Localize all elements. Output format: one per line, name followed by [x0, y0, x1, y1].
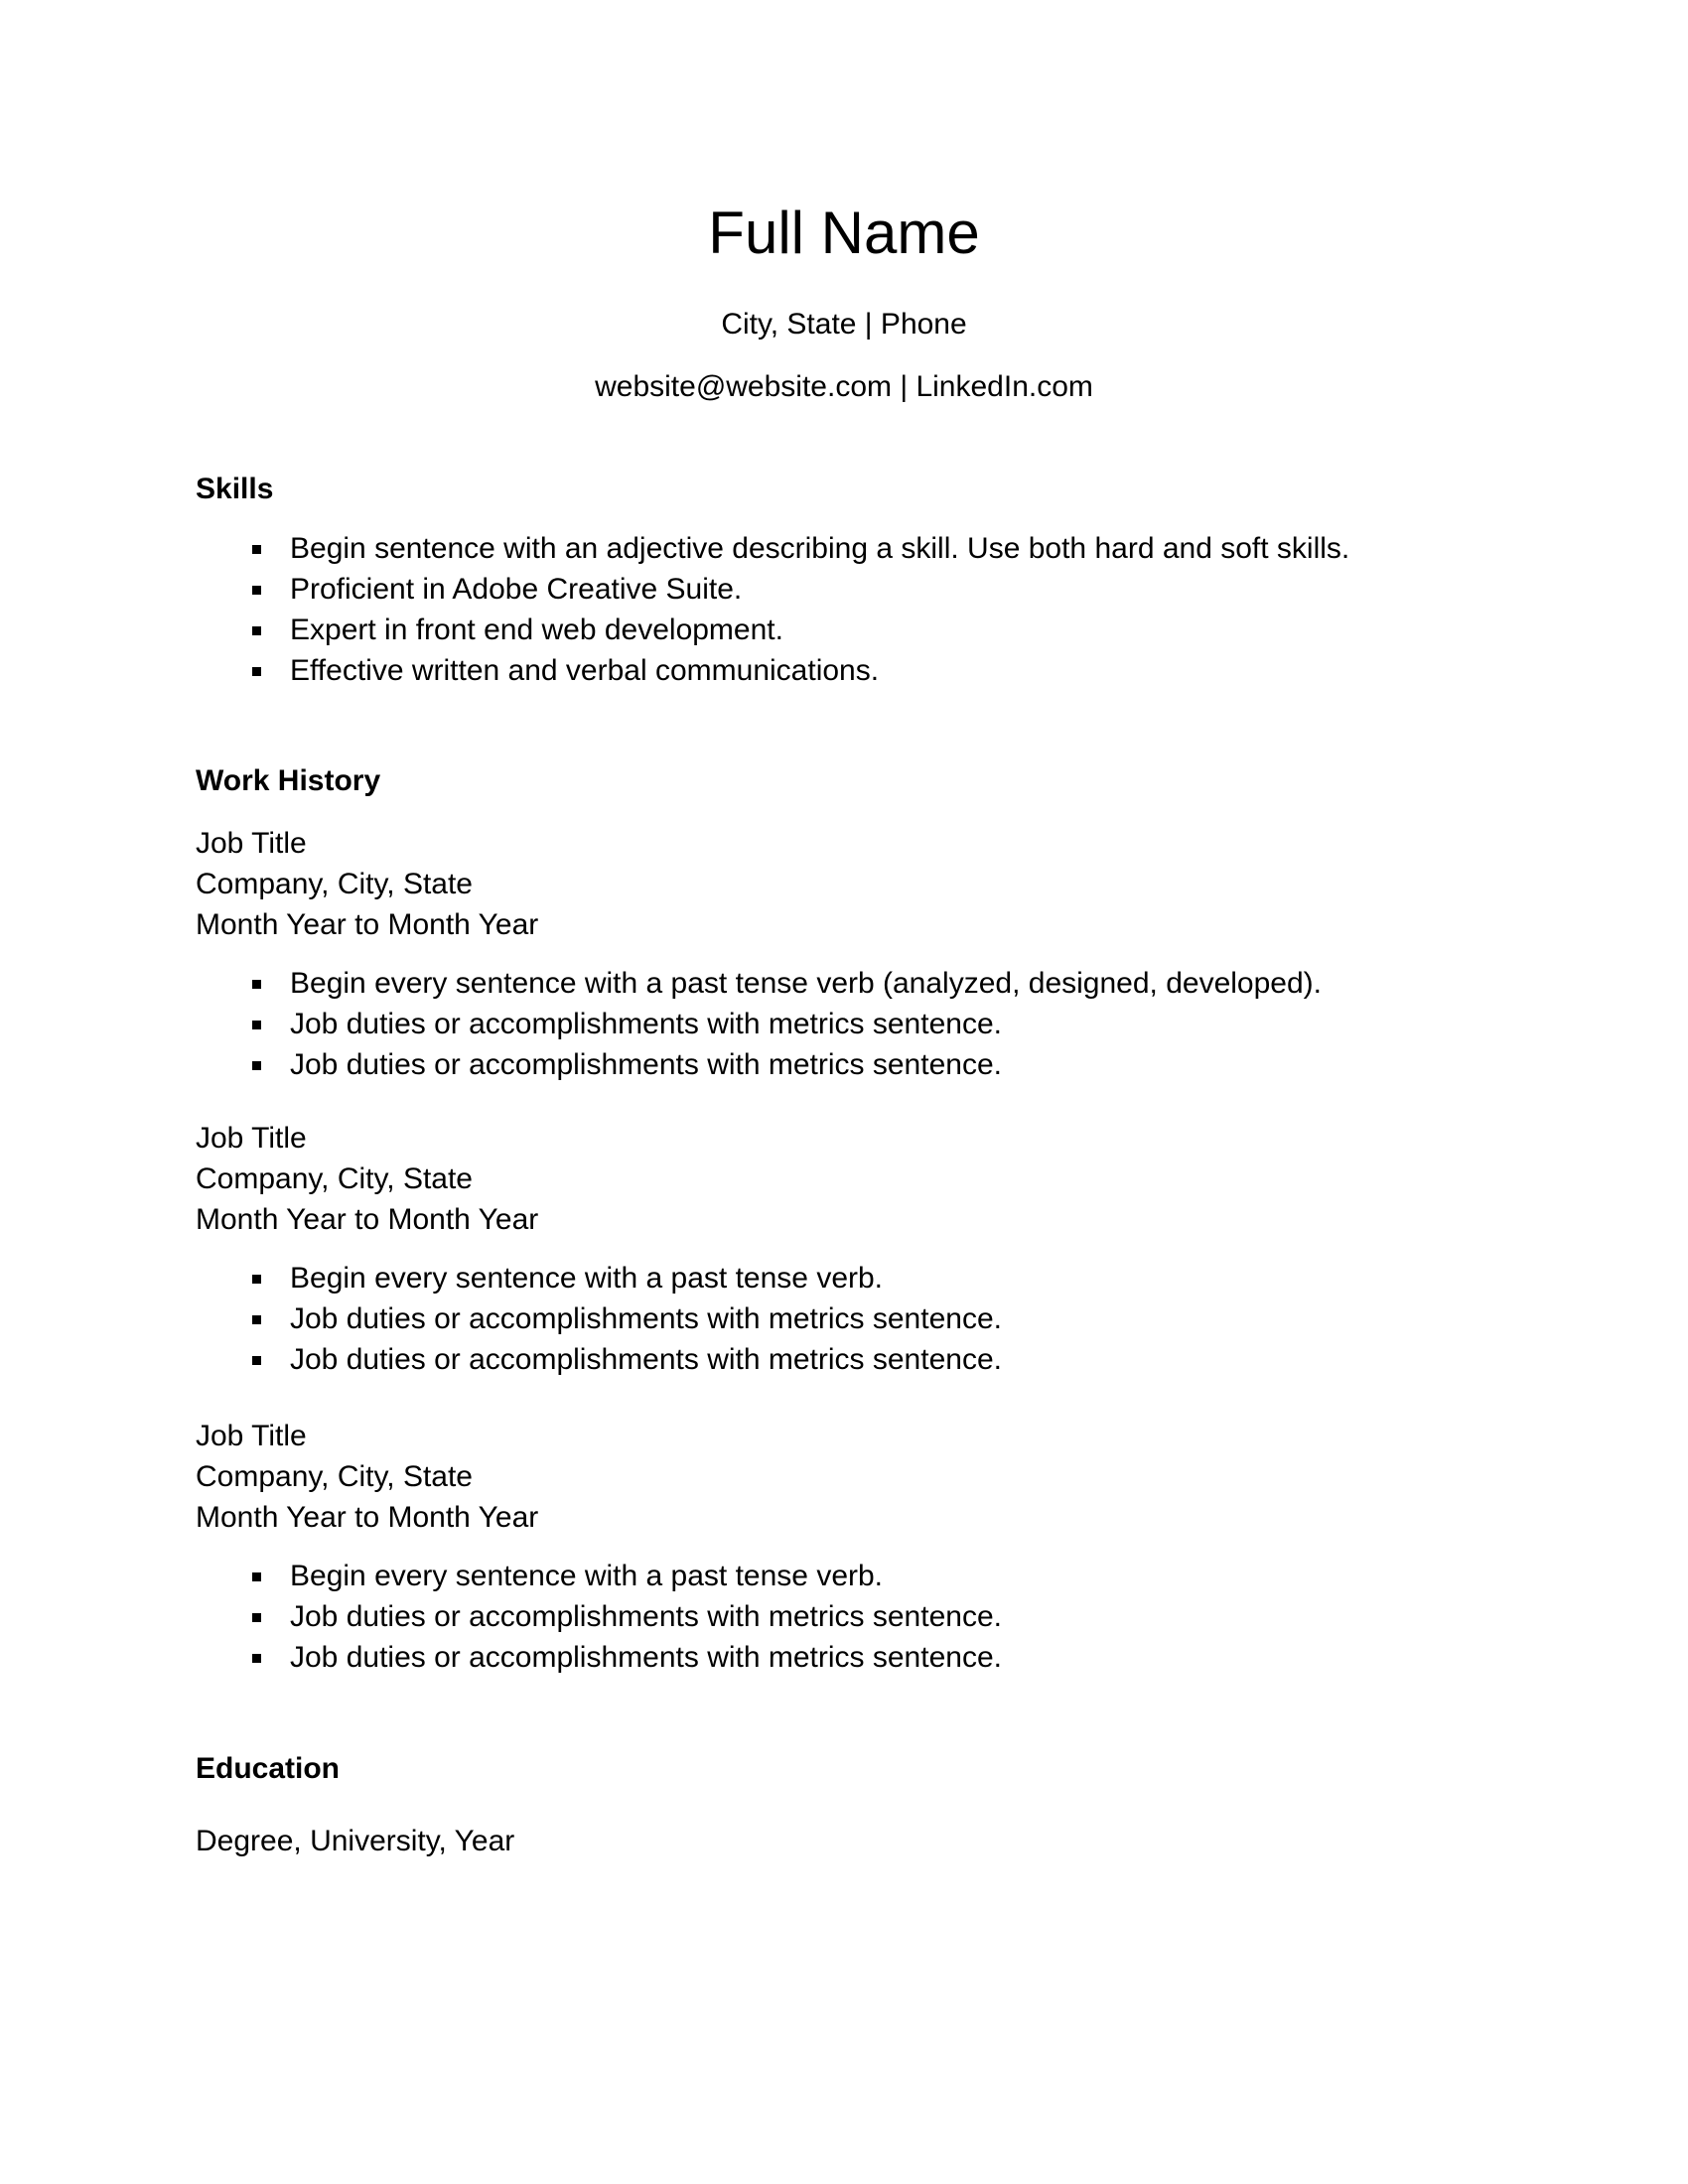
job-bullet [196, 1637, 1688, 1678]
job-entry [0, 823, 1688, 1085]
job-bullet-list [0, 1556, 1688, 1678]
job-bullet-text: Job duties or accomplishments with metrics sentence. [290, 1641, 1002, 1674]
skill-item-text: Proficient in Adobe Creative Suite. [290, 573, 743, 606]
job-company: Company, City, State [196, 1460, 473, 1493]
bullet-square-icon [252, 1061, 261, 1070]
job-bullet [196, 1339, 1688, 1380]
job-company: Company, City, State [196, 868, 473, 900]
bullet-square-icon [252, 1613, 261, 1622]
skill-item [196, 569, 1688, 610]
job-title: Job Title [196, 827, 307, 860]
job-bullet-text: Begin every sentence with a past tense verb (analyzed, designed, developed). [290, 967, 1322, 1000]
job-bullet [196, 1258, 1688, 1298]
job-bullet-text: Begin every sentence with a past tense verb. [290, 1560, 884, 1592]
job-bullet [196, 1298, 1688, 1339]
job-bullet-text: Job duties or accomplishments with metrics sentence. [290, 1600, 1002, 1633]
bullet-square-icon [252, 1315, 261, 1324]
job-bullet-text: Job duties or accomplishments with metrics sentence. [290, 1048, 1002, 1081]
skill-item-text: Begin sentence with an adjective describing a skill. Use both hard and soft skills. [290, 532, 1350, 565]
job-company: Company, City, State [196, 1162, 473, 1195]
job-dates: Month Year to Month Year [196, 908, 539, 941]
job-bullet [196, 1596, 1688, 1637]
skill-item-text: Expert in front end web development. [290, 614, 783, 646]
bullet-square-icon [252, 626, 261, 635]
bullet-square-icon [252, 667, 261, 676]
job-bullet-text: Job duties or accomplishments with metrics sentence. [290, 1343, 1002, 1376]
bullet-square-icon [252, 586, 261, 595]
job-dates: Month Year to Month Year [196, 1203, 539, 1236]
work-history-heading: Work History [196, 764, 381, 797]
skill-item-text: Effective written and verbal communications. [290, 654, 880, 687]
bullet-square-icon [252, 1572, 261, 1581]
job-title: Job Title [196, 1420, 307, 1452]
job-bullet-list [0, 963, 1688, 1085]
job-bullet [196, 1004, 1688, 1044]
contact-city-state-phone: City, State | Phone [721, 308, 967, 341]
job-bullet [196, 1044, 1688, 1085]
job-title: Job Title [196, 1122, 307, 1155]
job-entry [0, 1118, 1688, 1380]
skills-heading: Skills [196, 473, 274, 505]
bullet-square-icon [252, 1654, 261, 1663]
education-heading: Education [196, 1752, 341, 1785]
skill-item [196, 610, 1688, 650]
job-bullet-list [0, 1258, 1688, 1380]
bullet-square-icon [252, 1021, 261, 1029]
job-bullet-text: Begin every sentence with a past tense verb. [290, 1262, 884, 1295]
contact-email-linkedin: website@website.com | LinkedIn.com [595, 370, 1093, 403]
full-name-title: Full Name [708, 200, 980, 266]
skill-item [196, 528, 1688, 569]
skills-list [0, 528, 1688, 691]
job-dates: Month Year to Month Year [196, 1501, 539, 1534]
job-bullet [196, 963, 1688, 1004]
bullet-square-icon [252, 1356, 261, 1365]
job-bullet [196, 1556, 1688, 1596]
job-bullet-text: Job duties or accomplishments with metrics sentence. [290, 1302, 1002, 1335]
skill-item [196, 650, 1688, 691]
education-detail: Degree, University, Year [196, 1825, 515, 1857]
bullet-square-icon [252, 1275, 261, 1284]
bullet-square-icon [252, 545, 261, 554]
job-bullet-text: Job duties or accomplishments with metrics sentence. [290, 1008, 1002, 1040]
bullet-square-icon [252, 980, 261, 989]
job-entry [0, 1416, 1688, 1678]
